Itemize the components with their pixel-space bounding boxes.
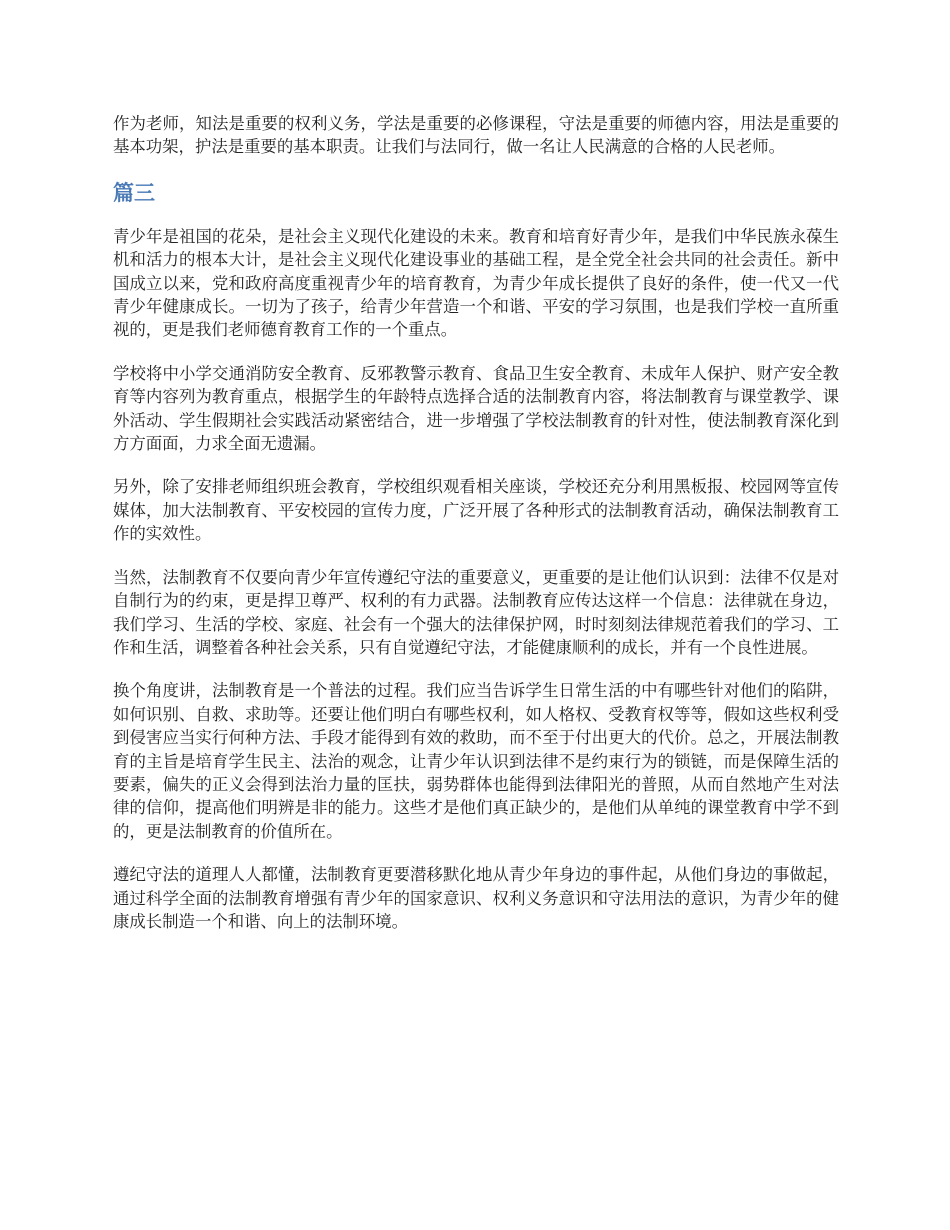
section-heading: 篇三 [113,180,155,205]
body-paragraph-3: 另外，除了安排老师组织班会教育，学校组织观看相关座谈，学校还充分利用黑板报、校园网等宣传媒体，加大法制教育、平安校园的宣传力度，广泛开展了各种形式的法制教育活动，确保法制教育工作的实效性。 [113,477,839,544]
intro-paragraph: 作为老师，知法是重要的权利义务，学法是重要的必修课程，守法是重要的师德内容，用法是重要的基本功架，护法是重要的基本职责。让我们与法同行，做一名让人民满意的合格的人民老师。 [113,114,839,157]
document-page [113,112,839,953]
body-paragraph-4: 当然，法制教育不仅要向青少年宣传遵纪守法的重要意义，更重要的是让他们认识到：法律不仅是对自制行为的约束，更是捍卫尊严、权利的有力武器。法制教育应传达这样一个信息：法律就在身边，我们学习、生活的学校、家庭、社会有一个强大的法律保护网，时时刻刻法律规范着我们的学习、工作和生活，调整着各种社会关系，只有自觉遵纪守法，才能健康顺利的成长，并有一个良性进展。 [113,567,839,657]
body-paragraph-2: 学校将中小学交通消防安全教育、反邪教警示教育、食品卫生安全教育、未成年人保护、财产安全教育等内容列为教育重点，根据学生的年龄特点选择合适的法制教育内容，将法制教育与课堂教学、课外活动、学生假期社会实践活动紧密结合，进一步增强了学校法制教育的针对性，使法制教育深化到方方面面，力求全面无遗漏。 [113,363,839,454]
body-paragraph-6: 遵纪守法的道理人人都懂，法制教育更要潜移默化地从青少年身边的事件起，从他们身边的事做起，通过科学全面的法制教育增强有青少年的国家意识、权利义务意识和守法用法的意识，为青少年的健康成长制造一个和谐、向上的法制环境。 [113,865,839,931]
body-paragraph-5: 换个角度讲，法制教育是一个普法的过程。我们应当告诉学生日常生活的中有哪些针对他们的陷阱，如何识别、自救、求助等。还要让他们明白有哪些权利，如人格权、受教育权等等，假如这些权利受到侵害应当实行何种方法、手段才能得到有效的救助，而不至于付出更大的代价。总之，开展法制教育的主旨是培育学生民主、法治的观念，让青少年认识到法律不是约束行为的锁链，而是保障生活的要素，偏失的正义会得到法治力量的匡扶，弱势群体也能得到法律阳光的普照，从而自然地产生对法律的信仰，提高他们明辨是非的能力。这些才是他们真正缺少的，是他们从单纯的课堂教育中学不到的，更是法制教育的价值所在。 [113,681,839,841]
body-paragraph-1: 青少年是祖国的花朵，是社会主义现代化建设的未来。教育和培育好青少年，是我们中华民族永葆生机和活力的根本大计，是社会主义现代化建设事业的基础工程，是全党全社会共同的社会责任。新中国成立以来，党和政府高度重视青少年的培育教育，为青少年成长提供了良好的条件，使一代又一代青少年健康成长。一切为了孩子，给青少年营造一个和谐、平安的学习氛围，也是我们学校一直所重视的，更是我们老师德育教育工作的一个重点。 [113,226,839,340]
